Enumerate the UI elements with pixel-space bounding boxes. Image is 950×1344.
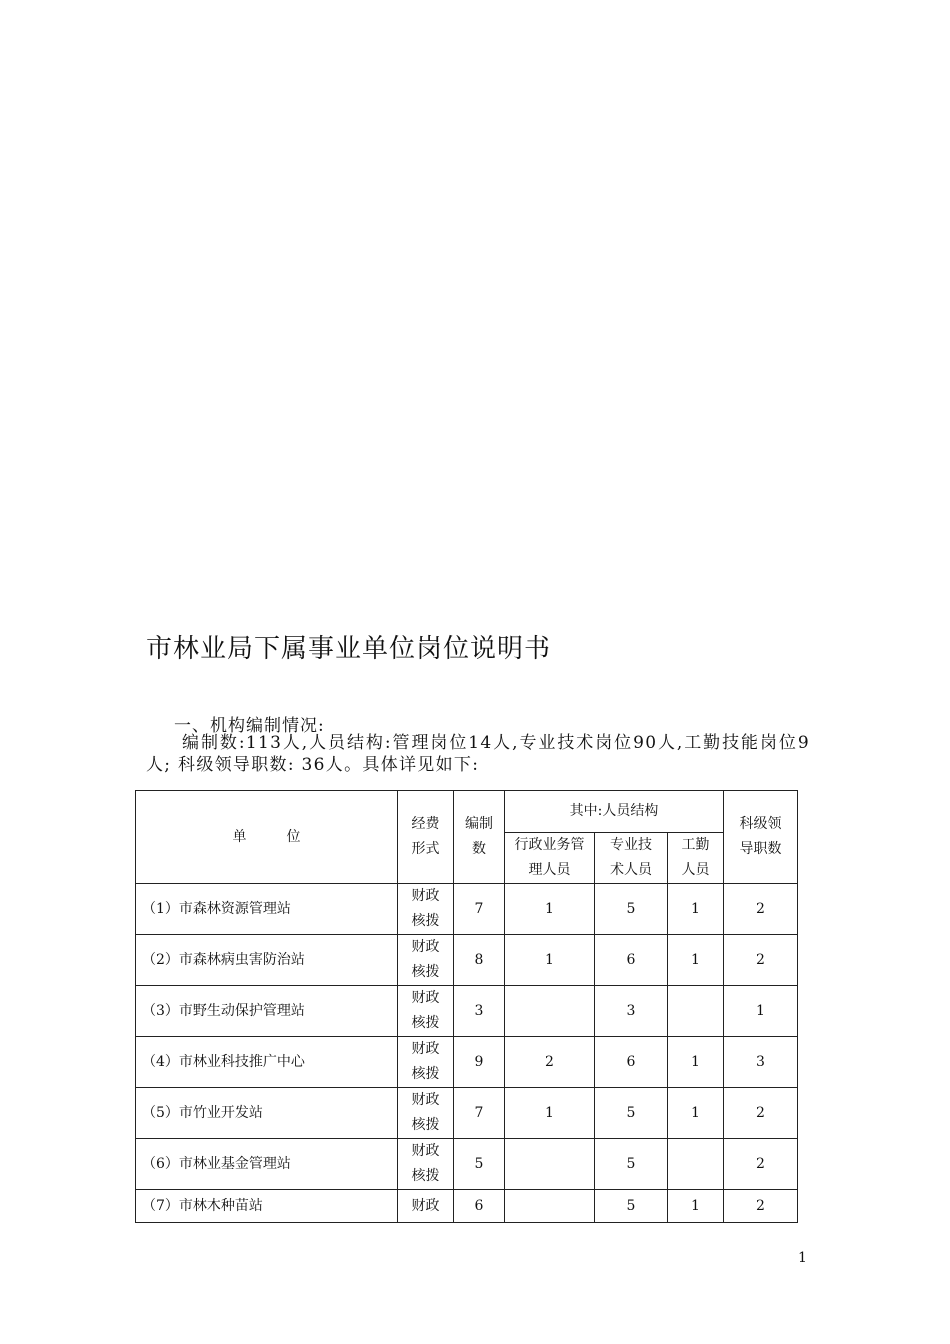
cell-tech: 3 (595, 986, 668, 1037)
cell-quota: 5 (454, 1139, 505, 1190)
cell-admin: 1 (505, 884, 595, 935)
cell-admin (505, 1139, 595, 1190)
cell-admin: 1 (505, 1088, 595, 1139)
staffing-paragraph: 编制数:113人,人员结构:管理岗位14人,专业技术岗位90人,工勤技能岗位9人; 科级领导职数: 36人。具体详见如下: (146, 733, 810, 775)
cell-service: 1 (668, 935, 724, 986)
page-number: 1 (798, 1250, 807, 1266)
table-row (136, 1037, 798, 1088)
cell-service (668, 1139, 724, 1190)
cell-funding: 财政核拨 (398, 986, 454, 1037)
header-structure: 其中:人员结构 (505, 791, 724, 833)
cell-unit: （7）市林木种苗站 (136, 1190, 398, 1223)
cell-admin: 1 (505, 935, 595, 986)
cell-leaders: 2 (724, 884, 798, 935)
cell-tech: 5 (595, 1139, 668, 1190)
table-row (136, 884, 798, 935)
cell-quota: 7 (454, 1088, 505, 1139)
cell-quota: 8 (454, 935, 505, 986)
cell-funding: 财政核拨 (398, 1088, 454, 1139)
document-title: 市林业局下属事业单位岗位说明书 (146, 634, 552, 664)
cell-leaders: 2 (724, 1088, 798, 1139)
cell-funding: 财政核拨 (398, 1037, 454, 1088)
cell-tech: 5 (595, 884, 668, 935)
table-row (136, 986, 798, 1037)
cell-tech: 5 (595, 1190, 668, 1223)
cell-funding: 财政核拨 (398, 935, 454, 986)
cell-admin: 2 (505, 1037, 595, 1088)
cell-unit: （2）市森林病虫害防治站 (136, 935, 398, 986)
table-row (136, 935, 798, 986)
cell-quota: 7 (454, 884, 505, 935)
cell-service: 1 (668, 1037, 724, 1088)
cell-tech: 6 (595, 1037, 668, 1088)
cell-funding: 财政 (398, 1190, 454, 1223)
header-funding: 经费形式 (398, 791, 454, 884)
cell-unit: （6）市林业基金管理站 (136, 1139, 398, 1190)
header-leaders: 科级领导职数 (724, 791, 798, 884)
cell-quota: 6 (454, 1190, 505, 1223)
cell-unit: （1）市森林资源管理站 (136, 884, 398, 935)
section-heading: 一、机构编制情况: (174, 716, 325, 736)
cell-admin (505, 986, 595, 1037)
header-tech: 专业技术人员 (595, 833, 668, 884)
cell-leaders: 1 (724, 986, 798, 1037)
cell-funding: 财政核拨 (398, 1139, 454, 1190)
table-row (136, 1139, 798, 1190)
cell-unit: （3）市野生动保护管理站 (136, 986, 398, 1037)
cell-tech: 5 (595, 1088, 668, 1139)
cell-funding: 财政核拨 (398, 884, 454, 935)
header-quota: 编制数 (454, 791, 505, 884)
cell-service: 1 (668, 884, 724, 935)
cell-admin (505, 1190, 595, 1223)
table-row (136, 1088, 798, 1139)
cell-service (668, 986, 724, 1037)
cell-leaders: 2 (724, 935, 798, 986)
cell-leaders: 2 (724, 1190, 798, 1223)
cell-tech: 6 (595, 935, 668, 986)
header-admin: 行政业务管理人员 (505, 833, 595, 884)
cell-unit: （5）市竹业开发站 (136, 1088, 398, 1139)
staffing-table (135, 790, 798, 1223)
cell-leaders: 3 (724, 1037, 798, 1088)
cell-unit: （4）市林业科技推广中心 (136, 1037, 398, 1088)
header-service: 工勤人员 (668, 833, 724, 884)
cell-service: 1 (668, 1190, 724, 1223)
cell-quota: 9 (454, 1037, 505, 1088)
cell-leaders: 2 (724, 1139, 798, 1190)
cell-service: 1 (668, 1088, 724, 1139)
cell-quota: 3 (454, 986, 505, 1037)
header-unit: 单位 (136, 791, 398, 884)
table-row (136, 1190, 798, 1223)
